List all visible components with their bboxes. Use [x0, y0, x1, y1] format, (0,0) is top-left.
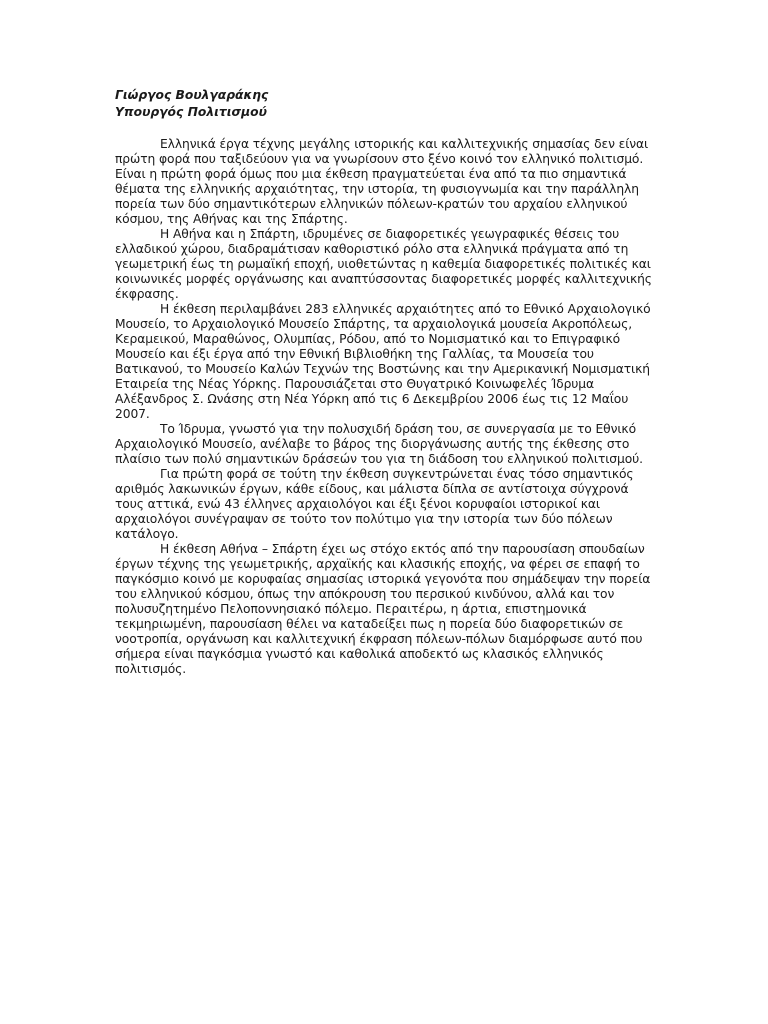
paragraph-foundation: Το Ίδρυμα, γνωστό για την πολυσχιδή δράση του, σε συνεργασία με το Εθνικό Αρχαιολογικό Μουσείο, ανέλαβε το βάρος της διοργάνωσης αυτής της έκθεσης στο πλαίσιο των πολύ σημαντικών δράσεών του για τη διάδοση του ελληνικού πολιτισμού. [115, 422, 643, 466]
paragraph-first-time: Για πρώτη φορά σε τούτη την έκθεση συγκεντρώνεται ένας τόσο σημαντικός αριθμός λακωνικών έργων, κάθε είδους, και μάλιστα δίπλα σε αντίστοιχα σύγχρονά τους αττικά, ενώ 43 έλληνες αρχαιολόγοι και έξι ξένοι κορυφαίοι ιστορικοί και αρχαιολόγοι συνέγραψαν σε τούτο τον πολύτιμο για την ιστορία των δύο πόλεων κατάλογο. [115, 467, 634, 541]
paragraph-exhibits: Η έκθεση περιλαμβάνει 283 ελληνικές αρχαιότητες από το Εθνικό Αρχαιολογικό Μουσείο, το Αρχαιολογικό Μουσείο Σπάρτης, τα αρχαιολογικά μουσεία Ακροπόλεως, Κεραμεικού, Μαραθώνος, Ολυμπίας, Ρόδου, από το Νομισματικό και το Επιγραφικό Μουσείο και έξι έργα από την Εθνική Βιβλιοθήκη της Γαλλίας, τα Μουσεία του Βατικανού, το Μουσείο Καλών Τεχνών της Βοστώνης και την Αμερικανική Νομισματική Εταιρεία της Νέας Υόρκης. Παρουσιάζεται στο Θυγατρικό Κοινωφελές Ίδρυμα Αλέξανδρος Σ. Ωνάσης στη Νέα Υόρκη από τις 6 Δεκεμβρίου 2006 έως τις 12 Μαΐου 2007. [115, 302, 651, 421]
author-role: Υπουργός Πολιτισμού [115, 105, 267, 119]
author-name: Γιώργος Βουλγαράκης [115, 88, 269, 102]
document-body [115, 87, 653, 677]
paragraph-athens-sparta: Η Αθήνα και η Σπάρτη, ιδρυμένες σε διαφορετικές γεωγραφικές θέσεις του ελλαδικού χώρου, διαδραμάτισαν καθοριστικό ρόλο στα ελληνικά πράγματα από τη γεωμετρική έως τη ρωμαϊκή εποχή, υιοθετώντας η καθεμία διαφορετικές πολιτικές και κοινωνικές μορφές οργάνωσης και αναπτύσσοντας διαφορετικές μορφές καλλιτεχνικής έκφρασης. [115, 227, 652, 301]
paragraph-goal: Η έκθεση Αθήνα – Σπάρτη έχει ως στόχο εκτός από την παρουσίαση σπουδαίων έργων τέχνης της γεωμετρικής, αρχαϊκής και κλασικής εποχής, να φέρει σε επαφή το παγκόσμιο κοινό με κορυφαίας σημασίας ιστορικά γεγονότα που σημάδεψαν την πορεία του ελληνικού κόσμου, όπως την απόκρουση του περσικού κινδύνου, αλλά και τον πολυσυζητημένο Πελοποννησιακό πόλεμο. Περαιτέρω, η άρτια, επιστημονικά τεκμηριωμένη, παρουσίαση θέλει να καταδείξει πως η πορεία δύο διαφορετικών σε νοοτροπία, οργάνωση και καλλιτεχνική έκφραση πόλεων-πόλων διαμόρφωσε αυτό που σήμερα είναι παγκόσμια γνωστό και καθολικά αποδεκτό ως κλασικός ελληνικός πολιτισμός. [115, 542, 651, 676]
paragraph-intro: Ελληνικά έργα τέχνης μεγάλης ιστορικής και καλλιτεχνικής σημασίας δεν είναι πρώτη φορά που ταξιδεύουν για να γνωρίσουν στο ξένο κοινό τον ελληνικό πολιτισμό. Είναι η πρώτη φορά όμως που μια έκθεση πραγματεύεται ένα από τα πιο σημαντικά θέματα της ελληνικής αρχαιότητας, την ιστορία, τη φυσιογνωμία και την παράλληλη πορεία των δύο σημαντικότερων ελληνικών πόλεων-κρατών του αρχαίου ελληνικού κόσμου, της Αθήνας και της Σπάρτης. [115, 137, 649, 226]
